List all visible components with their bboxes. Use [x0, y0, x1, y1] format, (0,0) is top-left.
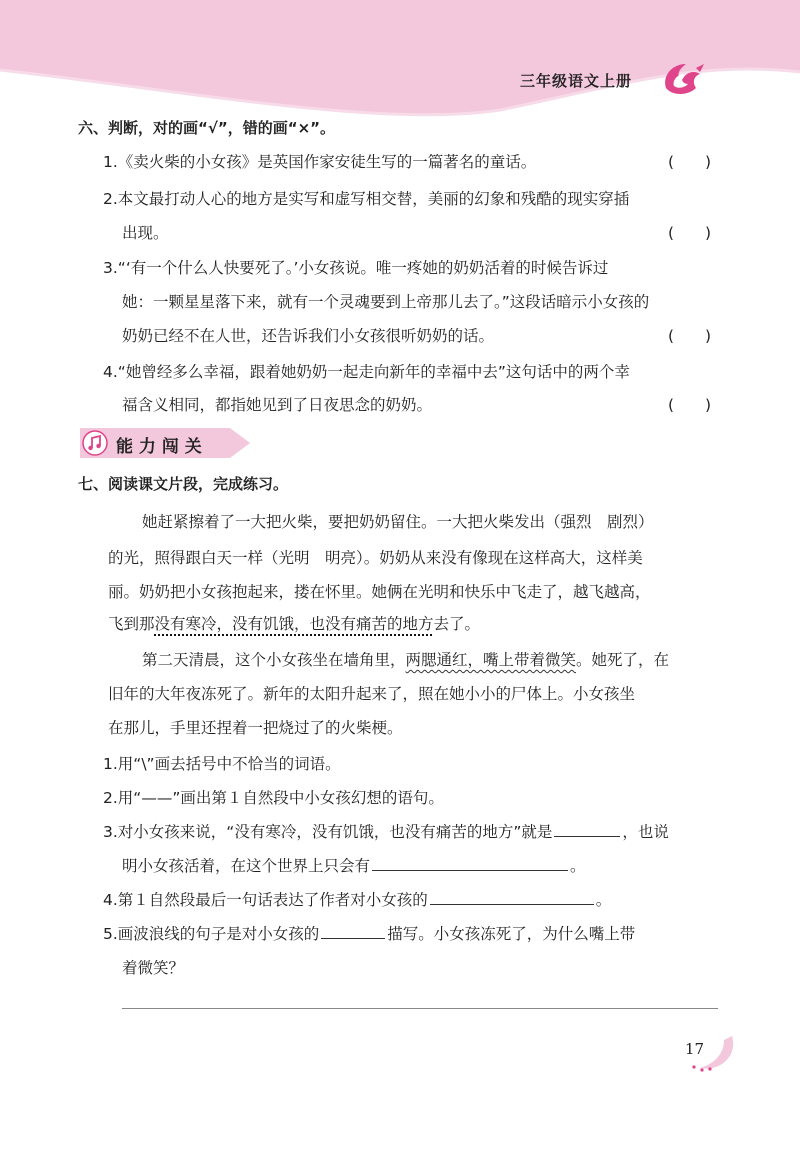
q6-item3-line1: 3.“‘有一个什么人快要死了。’小女孩说。唯一疼她的奶奶活着的时候告诉过 [103, 259, 609, 277]
q6-item4-line2: 福含义相同，都指她见到了日夜思念的奶奶。 [122, 396, 433, 414]
passage-text: 去了。 [433, 615, 481, 633]
question-text: ，也说 [622, 823, 669, 841]
passage-p2-line1 [142, 648, 669, 670]
q6-item3-line3: 奶奶已经不在人世，还告诉我们小女孩很听奶奶的话。 [122, 327, 495, 345]
question-text: 。 [595, 891, 612, 909]
answer-blank[interactable] [554, 822, 620, 837]
passage-p2-line2: 旧年的大年夜冻死了。新年的太阳升起来了，照在她小小的尸体上。小女孩坐 [108, 685, 636, 703]
q7-sub2: 2.用“——”画出第１自然段中小女孩幻想的语句。 [103, 789, 444, 807]
q7-sub3-line2 [122, 854, 586, 876]
question-text: 4.第１自然段最后一句话表达了作者对小女孩的 [103, 891, 428, 909]
question-text: 5.画波浪线的句子是对小女孩的 [103, 925, 320, 943]
q7-sub5-line2: 着微笑？ [122, 959, 185, 977]
q6-item3-line2: 她：一颗星星落下来，就有一个灵魂要到上帝那儿去了。”这段话暗示小女孩的 [122, 293, 650, 311]
page-number: 17 [685, 1040, 705, 1058]
book-title: 三年级语文上册 [520, 72, 633, 90]
q6-item2-answer-paren[interactable]: ( ) [668, 224, 712, 242]
passage-text: 第二天清晨，这个小女孩坐在墙角里， [142, 651, 406, 669]
dotted-sentence: 没有寒冷，没有饥饿，也没有痛苦的地方 [154, 615, 434, 633]
q6-item1-line1: 1.《卖火柴的小女孩》是英国作家安徒生写的一篇著名的童话。 [103, 153, 537, 171]
answer-blank[interactable] [321, 924, 385, 939]
passage-text: 。她死了，在 [576, 651, 670, 669]
question-text: 。 [570, 857, 586, 875]
q6-item2-line1: 2.本文最打动人心的地方是实写和虚写相交替，美丽的幻象和残酷的现实穿插 [103, 190, 630, 208]
q6-item4-line1: 4.“她曾经多么幸福，跟着她奶奶一起走向新年的幸福中去”这句话中的两个幸 [103, 363, 630, 381]
wavy-sentence: 两腮通红，嘴上带着微笑 [405, 651, 577, 669]
question-text: 描写。小女孩冻死了，为什么嘴上带 [387, 925, 636, 943]
answer-blank[interactable] [430, 890, 594, 905]
passage-p1-line1: 她赶紧擦着了一大把火柴，要把奶奶留住。一大把火柴发出（强烈 剧烈） [142, 513, 654, 531]
section-banner [80, 428, 250, 458]
q7-sub3-line1 [103, 820, 669, 842]
q6-item1-answer-paren[interactable]: ( ) [668, 153, 712, 171]
flame-logo-icon [660, 58, 706, 98]
passage-p1-line3: 丽。奶奶把小女孩抱起来，搂在怀里。她俩在光明和快乐中飞走了，越飞越高， [108, 583, 651, 601]
passage-p2-line3: 在那儿，手里还捏着一把烧过了的火柴梗。 [108, 719, 403, 737]
question-text: 明小女孩活着，在这个世界上只会有 [122, 857, 371, 875]
q6-item2-line2: 出现。 [122, 224, 169, 242]
question-text: 3.对小女孩来说，“没有寒冷，没有饥饿，也没有痛苦的地方”就是 [103, 823, 553, 841]
passage-text: 飞到那 [108, 615, 155, 633]
q6-item4-answer-paren[interactable]: ( ) [668, 396, 712, 414]
passage-p1-line4 [108, 612, 480, 634]
page-header [0, 0, 800, 120]
answer-writing-line[interactable] [122, 1008, 718, 1009]
q6-item3-answer-paren[interactable]: ( ) [668, 327, 712, 345]
music-note-icon [82, 430, 108, 456]
q7-sub1: 1.用“\”画去括号中不恰当的词语。 [103, 755, 341, 773]
q7-sub4 [103, 888, 611, 910]
passage-p1-line2: 的光，照得跟白天一样（光明 明亮）。奶奶从来没有像现在这样高大，这样美 [108, 549, 643, 567]
q7-sub5-line1 [103, 922, 635, 944]
q6-title: 六、判断，对的画“√”，错的画“×”。 [78, 119, 336, 137]
section-title: 能 力 闯 关 [116, 437, 202, 457]
q7-title: 七、阅读课文片段，完成练习。 [78, 475, 289, 493]
answer-blank[interactable] [372, 856, 568, 871]
